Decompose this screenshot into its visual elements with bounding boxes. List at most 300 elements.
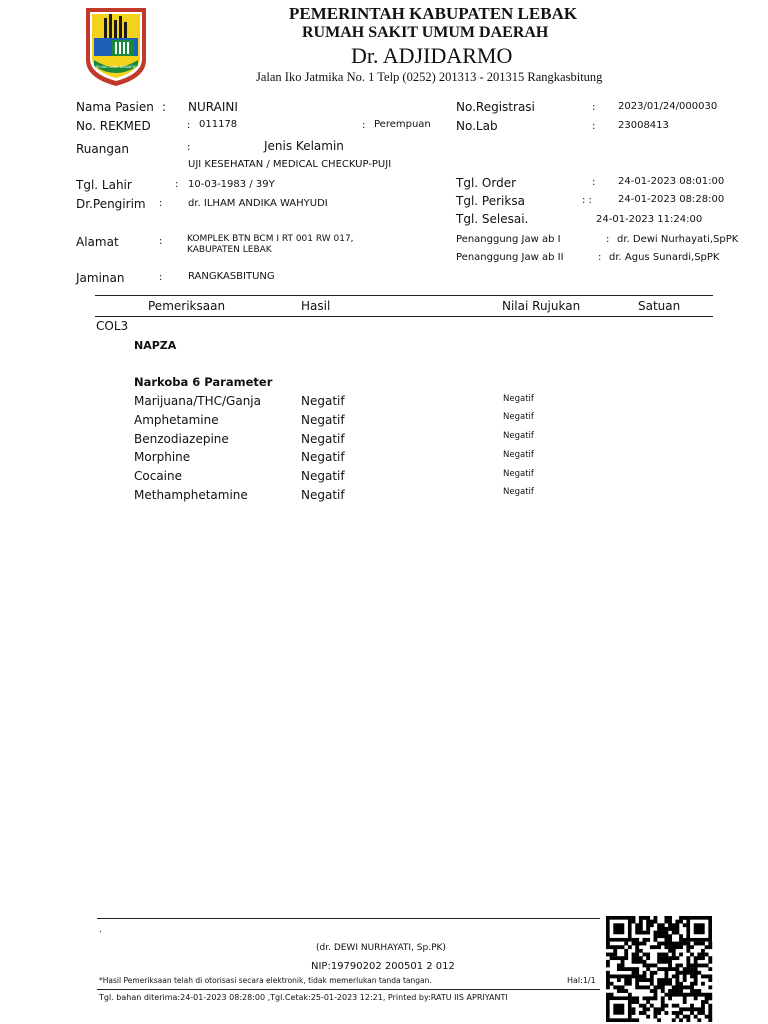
qr-module <box>690 967 694 971</box>
qr-module <box>708 960 712 964</box>
qr-module <box>694 942 698 946</box>
test-result: Negatif <box>301 413 345 427</box>
qr-module <box>701 1011 705 1015</box>
label-no-registrasi: No.Registrasi <box>456 100 535 114</box>
qr-module <box>708 1018 712 1022</box>
qr-module <box>664 974 668 978</box>
qr-module <box>683 996 687 1000</box>
label-no-lab: No.Lab <box>456 119 498 133</box>
qr-module <box>686 1007 690 1011</box>
qr-module <box>632 920 636 924</box>
qr-module <box>664 953 668 957</box>
qr-module <box>675 1004 679 1008</box>
qr-module <box>661 989 665 993</box>
qr-module <box>701 1000 705 1004</box>
qr-module <box>664 956 668 960</box>
qr-module <box>679 945 683 949</box>
qr-module <box>639 974 643 978</box>
qr-module <box>643 1007 647 1011</box>
qr-module <box>705 974 709 978</box>
qr-module <box>701 974 705 978</box>
colon: : <box>187 120 191 131</box>
label-tgl-lahir: Tgl. Lahir <box>76 178 132 192</box>
qr-module <box>690 964 694 968</box>
label-nama-pasien: Nama Pasien <box>76 100 154 114</box>
qr-module <box>664 931 668 935</box>
qr-module <box>632 971 636 975</box>
qr-module <box>690 989 694 993</box>
qr-module <box>697 971 701 975</box>
qr-module <box>661 934 665 938</box>
qr-module <box>621 960 625 964</box>
qr-module <box>654 931 658 935</box>
qr-module <box>701 993 705 997</box>
qr-module <box>690 971 694 975</box>
qr-module <box>654 1011 658 1015</box>
qr-module <box>639 956 643 960</box>
qr-module <box>617 964 621 968</box>
label-dr-pengirim: Dr.Pengirim <box>76 197 146 211</box>
qr-module <box>690 953 694 957</box>
qr-module <box>675 982 679 986</box>
qr-module <box>632 1007 636 1011</box>
col-header-nilai-rujukan: Nilai Rujukan <box>502 299 581 313</box>
qr-module <box>639 923 643 927</box>
qr-module <box>613 945 617 949</box>
qr-module <box>661 956 665 960</box>
qr-module <box>657 1011 661 1015</box>
qr-module <box>654 916 658 920</box>
label-ruangan: Ruangan <box>76 142 129 156</box>
qr-module <box>628 967 632 971</box>
footer-bottom-rule <box>97 989 600 990</box>
qr-module <box>679 964 683 968</box>
qr-module <box>686 949 690 953</box>
qr-module <box>697 942 701 946</box>
label-penanggung-jawab-2: Penanggung Jaw ab II <box>456 252 564 263</box>
qr-module <box>668 960 672 964</box>
qr-module <box>639 978 643 982</box>
qr-module <box>646 1000 650 1004</box>
qr-module <box>679 971 683 975</box>
qr-module <box>650 989 654 993</box>
qr-module <box>646 916 650 920</box>
qr-module <box>694 964 698 968</box>
value-no-registrasi: 2023/01/24/000030 <box>618 101 718 112</box>
qr-module <box>654 938 658 942</box>
value-penanggung-jawab-2: dr. Agus Sunardi,SpPK <box>609 252 720 263</box>
qr-module <box>654 996 658 1000</box>
qr-module <box>705 993 709 997</box>
page-indicator: Hal:1/1 <box>567 976 596 985</box>
qr-module <box>650 945 654 949</box>
qr-module <box>657 942 661 946</box>
qr-module <box>708 967 712 971</box>
qr-module <box>650 920 654 924</box>
qr-module <box>697 1007 701 1011</box>
qr-module <box>694 993 698 997</box>
col-header-pemeriksaan: Pemeriksaan <box>148 299 226 313</box>
qr-module <box>708 945 712 949</box>
qr-module <box>672 956 676 960</box>
qr-module <box>679 1018 683 1022</box>
qr-module <box>632 938 636 942</box>
qr-module <box>664 927 668 931</box>
qr-module <box>657 960 661 964</box>
colon: : <box>598 252 602 263</box>
qr-module <box>683 993 687 997</box>
qr-module <box>679 942 683 946</box>
qr-module <box>661 1007 665 1011</box>
qr-module <box>690 1011 694 1015</box>
qr-module <box>675 923 679 927</box>
qr-finder <box>694 923 705 934</box>
qr-module <box>639 916 643 920</box>
qr-module <box>657 978 661 982</box>
qr-module <box>694 989 698 993</box>
qr-module <box>654 989 658 993</box>
qr-module <box>664 982 668 986</box>
qr-module <box>672 949 676 953</box>
label-jenis-kelamin: Jenis Kelamin <box>264 139 344 153</box>
col-header-hasil: Hasil <box>301 299 331 313</box>
value-tgl-order: 24-01-2023 08:01:00 <box>618 176 725 187</box>
qr-module <box>683 938 687 942</box>
qr-module <box>690 1007 694 1011</box>
qr-module <box>683 916 687 920</box>
qr-module <box>643 985 647 989</box>
qr-module <box>661 927 665 931</box>
qr-module <box>628 945 632 949</box>
qr-module <box>646 931 650 935</box>
qr-module <box>654 1015 658 1019</box>
qr-module <box>664 1004 668 1008</box>
qr-module <box>632 1011 636 1015</box>
qr-module <box>701 1004 705 1008</box>
qr-module <box>679 920 683 924</box>
test-result: Negatif <box>301 488 345 502</box>
qr-module <box>628 978 632 982</box>
qr-module <box>628 974 632 978</box>
qr-module <box>690 1004 694 1008</box>
qr-module <box>675 956 679 960</box>
qr-module <box>635 1018 639 1022</box>
col3-label: COL3 <box>96 319 129 333</box>
qr-module <box>705 964 709 968</box>
qr-module <box>694 960 698 964</box>
qr-module <box>697 953 701 957</box>
qr-module <box>679 934 683 938</box>
qr-module <box>646 967 650 971</box>
qr-module <box>646 920 650 924</box>
qr-module <box>635 1000 639 1004</box>
qr-module <box>646 956 650 960</box>
qr-module <box>646 985 650 989</box>
qr-module <box>639 985 643 989</box>
footer-top-rule <box>97 918 600 919</box>
qr-module <box>621 964 625 968</box>
label-tgl-order: Tgl. Order <box>456 176 517 190</box>
colon: : <box>159 198 163 209</box>
qr-module <box>613 985 617 989</box>
qr-module <box>675 989 679 993</box>
test-name: Benzodiazepine <box>134 432 229 446</box>
qr-module <box>643 938 647 942</box>
value-alamat-line-1: KOMPLEK BTN BCM I RT 001 RW 017, <box>187 234 354 244</box>
qr-module <box>639 920 643 924</box>
qr-module <box>661 942 665 946</box>
qr-module <box>679 985 683 989</box>
qr-module <box>668 934 672 938</box>
signing-doctor: (dr. DEWI NURHAYATI, Sp.PK) <box>316 943 446 953</box>
qr-module <box>664 1011 668 1015</box>
qr-module <box>632 1018 636 1022</box>
qr-module <box>672 942 676 946</box>
value-jaminan: RANGKASBITUNG <box>188 271 275 282</box>
subgroup-narkoba: Narkoba 6 Parameter <box>134 375 273 389</box>
qr-module <box>675 927 679 931</box>
qr-module <box>664 920 668 924</box>
qr-module <box>697 1011 701 1015</box>
qr-module <box>668 956 672 960</box>
qr-module <box>675 1011 679 1015</box>
qr-module <box>632 996 636 1000</box>
qr-module <box>632 916 636 920</box>
qr-module <box>661 996 665 1000</box>
qr-module <box>613 953 617 957</box>
qr-module <box>643 971 647 975</box>
header-line-1: PEMERINTAH KABUPATEN LEBAK <box>289 4 578 23</box>
qr-module <box>672 1011 676 1015</box>
value-dr-pengirim: dr. ILHAM ANDIKA WAHYUDI <box>188 198 328 209</box>
qr-module <box>679 938 683 942</box>
qr-module <box>675 964 679 968</box>
qr-module <box>668 945 672 949</box>
qr-module <box>694 971 698 975</box>
print-info: Tgl. bahan diterima:24-01-2023 08:28:00 ,Tgl.Cetak:25-01-2023 12:21, Printed by:RATU IIS APRIYANTI <box>99 993 508 1002</box>
authorization-note: *Hasil Pemeriksaan telah di otorisasi secara elektronik, tidak memerlukan tanda tangan. <box>99 976 432 985</box>
signing-doctor-nip: NIP:19790202 200501 2 012 <box>311 961 455 972</box>
qr-module <box>646 1007 650 1011</box>
qr-module <box>708 974 712 978</box>
colon: : <box>592 102 596 113</box>
qr-module <box>635 938 639 942</box>
qr-module <box>606 993 610 997</box>
qr-module <box>661 982 665 986</box>
qr-module <box>675 920 679 924</box>
qr-module <box>632 967 636 971</box>
qr-module <box>697 993 701 997</box>
qr-module <box>610 956 614 960</box>
test-result: Negatif <box>301 394 345 408</box>
qr-module <box>686 967 690 971</box>
qr-module <box>606 985 610 989</box>
qr-module <box>708 1015 712 1019</box>
qr-module <box>635 971 639 975</box>
qr-module <box>606 964 610 968</box>
qr-module <box>624 982 628 986</box>
qr-module <box>668 978 672 982</box>
test-reference: Negatif <box>503 394 534 404</box>
qr-module <box>650 964 654 968</box>
qr-module <box>610 974 614 978</box>
qr-module <box>668 982 672 986</box>
qr-module <box>654 985 658 989</box>
qr-module <box>697 956 701 960</box>
value-tgl-periksa: 24-01-2023 08:28:00 <box>618 194 725 205</box>
value-rekmed: 011178 <box>199 119 238 130</box>
qr-module <box>643 931 647 935</box>
qr-module <box>668 949 672 953</box>
qr-finder <box>613 923 624 934</box>
qr-module <box>672 967 676 971</box>
label-penanggung-jawab-1: Penanggung Jaw ab I <box>456 234 561 245</box>
qr-module <box>650 996 654 1000</box>
qr-module <box>686 956 690 960</box>
qr-module <box>635 923 639 927</box>
qr-module <box>632 956 636 960</box>
test-name: Cocaine <box>134 469 182 483</box>
qr-module <box>701 953 705 957</box>
qr-module <box>632 960 636 964</box>
qr-module <box>668 916 672 920</box>
test-reference: Negatif <box>503 412 534 422</box>
qr-module <box>672 953 676 957</box>
table-header-rule <box>95 316 713 317</box>
qr-module <box>664 967 668 971</box>
colon: : <box>159 272 163 283</box>
value-no-lab: 23008413 <box>618 120 669 131</box>
qr-module <box>661 967 665 971</box>
qr-module <box>679 916 683 920</box>
qr-module <box>628 993 632 997</box>
qr-module <box>639 931 643 935</box>
qr-module <box>679 1007 683 1011</box>
qr-module <box>654 971 658 975</box>
qr-module <box>624 949 628 953</box>
qr-module <box>686 942 690 946</box>
header-line-2: RUMAH SAKIT UMUM DAERAH <box>302 24 549 41</box>
qr-module <box>624 974 628 978</box>
qr-module <box>675 931 679 935</box>
qr-module <box>635 985 639 989</box>
qr-module <box>606 942 610 946</box>
qr-module <box>672 993 676 997</box>
qr-module <box>672 945 676 949</box>
qr-module <box>697 964 701 968</box>
qr-module <box>683 1007 687 1011</box>
qr-module <box>624 989 628 993</box>
value-alamat-line-2: KABUPATEN LEBAK <box>187 245 272 255</box>
qr-module <box>664 993 668 997</box>
qr-module <box>708 993 712 997</box>
qr-module <box>657 1007 661 1011</box>
qr-module <box>686 1015 690 1019</box>
qr-module <box>621 956 625 960</box>
qr-module <box>701 956 705 960</box>
qr-module <box>617 967 621 971</box>
qr-module <box>654 964 658 968</box>
qr-module <box>694 967 698 971</box>
qr-module <box>701 982 705 986</box>
qr-module <box>705 1000 709 1004</box>
qr-module <box>683 971 687 975</box>
qr-module <box>708 1004 712 1008</box>
qr-module <box>654 934 658 938</box>
qr-module <box>705 953 709 957</box>
colon: : : <box>582 195 592 206</box>
label-tgl-periksa: Tgl. Periksa <box>456 194 525 208</box>
qr-module <box>675 945 679 949</box>
qr-module <box>686 993 690 997</box>
qr-module <box>672 927 676 931</box>
qr-module <box>708 978 712 982</box>
qr-module <box>617 956 621 960</box>
qr-module <box>661 978 665 982</box>
colon: : <box>159 236 163 247</box>
col-header-satuan: Satuan <box>638 299 681 313</box>
label-jaminan: Jaminan <box>76 271 125 285</box>
table-top-rule <box>95 295 713 296</box>
qr-module <box>621 967 625 971</box>
qr-module <box>650 978 654 982</box>
test-name: Methamphetamine <box>134 488 248 502</box>
qr-module <box>697 989 701 993</box>
qr-module <box>668 923 672 927</box>
qr-module <box>705 996 709 1000</box>
qr-module <box>606 971 610 975</box>
qr-module <box>635 982 639 986</box>
group-napza: NAPZA <box>134 339 177 352</box>
qr-module <box>675 978 679 982</box>
value-gender: Perempuan <box>374 119 431 130</box>
qr-module <box>624 942 628 946</box>
qr-module <box>646 1015 650 1019</box>
label-tgl-selesai: Tgl. Selesai. <box>456 212 529 226</box>
qr-module <box>639 960 643 964</box>
qr-module <box>635 945 639 949</box>
hospital-name: Dr. ADJIDARMO <box>351 43 513 68</box>
qr-module <box>657 923 661 927</box>
qr-module <box>606 974 610 978</box>
qr-module <box>694 974 698 978</box>
qr-module <box>635 953 639 957</box>
hospital-address: Jalan Iko Jatmika No. 1 Telp (0252) 201313 - 201315 Rangkasbitung <box>256 70 603 84</box>
qr-module <box>635 942 639 946</box>
qr-module <box>657 982 661 986</box>
qr-module <box>675 993 679 997</box>
qr-module <box>639 1011 643 1015</box>
qr-module <box>624 956 628 960</box>
footer-dot: . <box>99 925 102 935</box>
qr-module <box>657 967 661 971</box>
test-reference: Negatif <box>503 431 534 441</box>
value-nama-pasien: NURAINI <box>188 100 238 114</box>
hospital-logo <box>82 4 150 88</box>
qr-module <box>643 1011 647 1015</box>
qr-module <box>694 1015 698 1019</box>
qr-module <box>686 971 690 975</box>
qr-module <box>694 982 698 986</box>
qr-module <box>621 974 625 978</box>
qr-module <box>650 982 654 986</box>
qr-module <box>632 942 636 946</box>
qr-module <box>646 953 650 957</box>
qr-module <box>650 1004 654 1008</box>
qr-module <box>708 1007 712 1011</box>
qr-module <box>661 960 665 964</box>
qr-module <box>606 982 610 986</box>
